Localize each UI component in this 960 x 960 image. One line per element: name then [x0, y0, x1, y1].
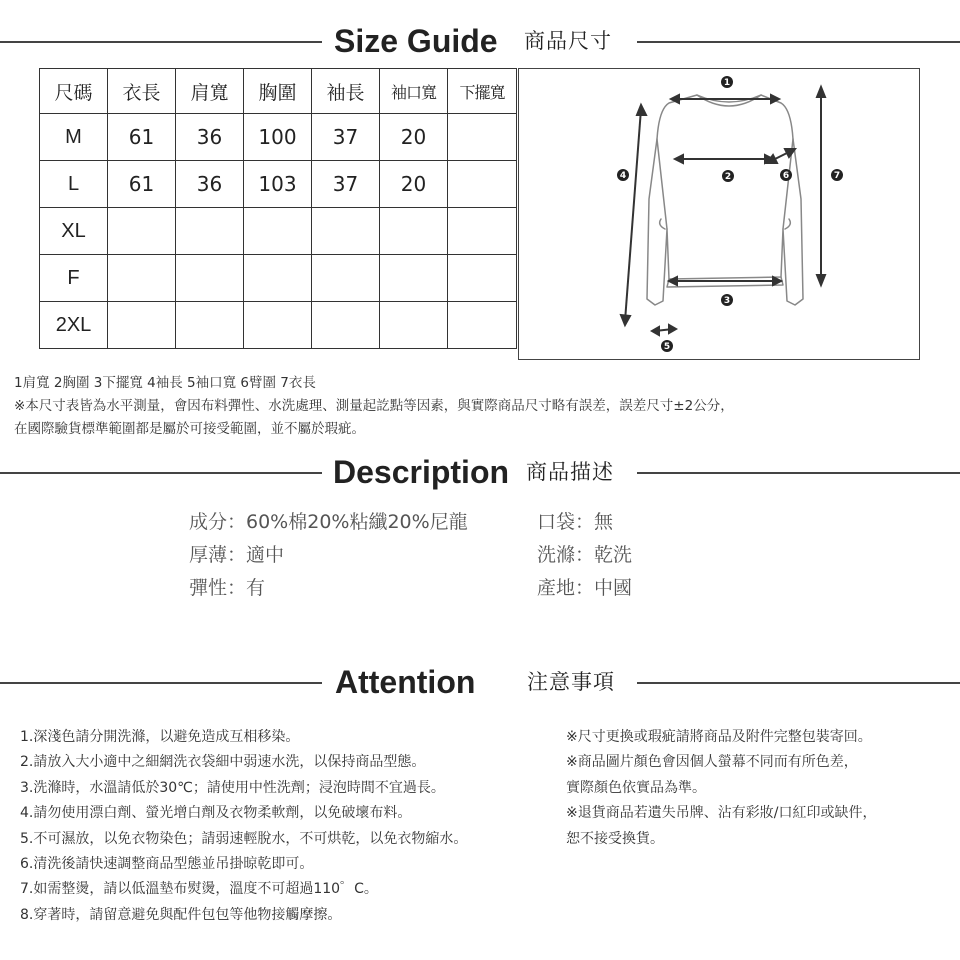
list-item: ※退貨商品若遺失吊牌、沾有彩妝/口紅印或缺件， [566, 805, 877, 822]
marker-7 [831, 169, 843, 181]
size-label: 2XL [40, 302, 108, 349]
sweater-illustration [519, 69, 919, 359]
table-cell [176, 255, 244, 302]
list-item: 2.請放入大小適中之細網洗衣袋細中弱速水洗，以保持商品型態。 [20, 754, 426, 771]
list-item: 1.深淺色請分開洗滌，以避免造成互相移染。 [20, 729, 300, 745]
marker-2 [722, 170, 734, 182]
size-guide-title-en: Size Guide [334, 23, 498, 59]
table-cell [244, 208, 312, 255]
header-rule-right [637, 41, 960, 43]
measurement-legend: 1肩寬 2胸圍 3下擺寬 4袖長 5袖口寬 6臂圍 7衣長 [14, 375, 316, 391]
table-cell [244, 302, 312, 349]
elasticity-info: 彈性：有 [189, 577, 266, 599]
svg-text:7: 7 [833, 171, 841, 181]
list-item: 實際顏色依實品為準。 [566, 779, 706, 796]
column-header: 袖口寬 [380, 69, 448, 114]
table-cell [312, 208, 380, 255]
size-label: F [40, 255, 108, 302]
table-cell [448, 114, 517, 161]
size-label: L [40, 161, 108, 208]
table-cell [448, 161, 517, 208]
size-table-header-row [40, 69, 517, 114]
material-info: 成分：60%棉20%粘纖20%尼龍 [189, 511, 468, 533]
marker-5 [661, 340, 673, 352]
table-cell [380, 208, 448, 255]
column-header: 衣長 [108, 69, 176, 114]
attention-header [0, 662, 960, 702]
list-item: 5.不可濕放，以免衣物染色；請弱速輕脫水，不可烘乾，以免衣物縮水。 [20, 830, 468, 847]
description-header [0, 452, 960, 492]
table-cell [108, 255, 176, 302]
header-rule-right [637, 472, 960, 474]
svg-text:3: 3 [723, 296, 731, 306]
table-row [40, 255, 517, 302]
washing-info: 洗滌：乾洗 [537, 544, 633, 566]
table-cell [108, 302, 176, 349]
table-cell [448, 302, 517, 349]
pocket-info: 口袋：無 [537, 511, 614, 533]
description-title-zh: 商品描述 [526, 460, 614, 484]
table-cell [380, 302, 448, 349]
table-cell [108, 208, 176, 255]
column-header: 肩寬 [176, 69, 244, 114]
header-rule-right [637, 682, 960, 684]
table-cell: 37 [312, 114, 380, 161]
table-cell [380, 255, 448, 302]
size-disclaimer-cont: 在國際驗貨標準範圍都是屬於可接受範圍，並不屬於瑕疵。 [14, 421, 365, 437]
table-cell [176, 302, 244, 349]
table-cell [312, 255, 380, 302]
svg-text:1: 1 [723, 78, 731, 88]
table-row [40, 114, 517, 161]
table-cell: 36 [176, 114, 244, 161]
svg-text:2: 2 [724, 172, 732, 182]
header-rule-left [0, 472, 322, 474]
column-header: 尺碼 [40, 69, 108, 114]
list-item: ※尺寸更換或瑕疵請將商品及附件完整包裝寄回。 [566, 729, 872, 745]
list-item: 3.洗滌時，水溫請低於30℃；請使用中性洗劑；浸泡時間不宜過長。 [20, 779, 445, 796]
table-row [40, 208, 517, 255]
table-cell [176, 208, 244, 255]
size-label: M [40, 114, 108, 161]
thickness-info: 厚薄：適中 [189, 544, 285, 566]
list-item: 6.清洗後請快速調整商品型態並吊掛晾乾即可。 [20, 856, 314, 873]
column-header: 袖長 [312, 69, 380, 114]
svg-text:6: 6 [782, 171, 790, 181]
table-cell: 36 [176, 161, 244, 208]
table-row [40, 302, 517, 349]
table-cell: 61 [108, 114, 176, 161]
list-item: 8.穿著時，請留意避免與配件包包等他物接觸摩擦。 [20, 906, 342, 923]
attention-title-en: Attention [335, 664, 476, 700]
svg-text:4: 4 [619, 171, 627, 181]
table-cell: 20 [380, 161, 448, 208]
table-cell: 103 [244, 161, 312, 208]
sweater-neckline [697, 95, 761, 106]
table-cell [312, 302, 380, 349]
size-guide-title-zh: 商品尺寸 [524, 29, 612, 53]
table-cell: 20 [380, 114, 448, 161]
marker-6 [780, 169, 792, 181]
description-left [189, 506, 468, 605]
list-item: 7.如需整燙，請以低溫墊布熨燙，溫度不可超過110゜C。 [20, 881, 378, 898]
list-item: ※商品圖片顏色會因個人螢幕不同而有所色差， [566, 754, 858, 771]
table-cell: 61 [108, 161, 176, 208]
column-header: 胸圍 [244, 69, 312, 114]
marker-3 [721, 294, 733, 306]
header-rule-left [0, 41, 322, 43]
table-cell [244, 255, 312, 302]
table-cell [448, 208, 517, 255]
table-cell: 37 [312, 161, 380, 208]
size-guide-header [0, 21, 960, 61]
size-label: XL [40, 208, 108, 255]
size-notes [14, 372, 734, 441]
svg-text:5: 5 [663, 342, 671, 352]
size-disclaimer: ※本尺寸表皆為水平測量，會因布料彈性、水洗處理、測量起訖點等因素，與實際商品尺寸略有誤差，誤差尺寸±2公分， [14, 398, 734, 414]
description-right [537, 506, 632, 605]
attention-title-zh: 注意事項 [527, 670, 615, 694]
table-cell: 100 [244, 114, 312, 161]
return-policy [566, 725, 876, 852]
list-item: 恕不接受換貨。 [566, 830, 664, 847]
table-row [40, 161, 517, 208]
measurement-diagram [518, 68, 920, 360]
header-rule-left [0, 682, 322, 684]
column-header: 下擺寬 [448, 69, 517, 114]
marker-4 [617, 169, 629, 181]
sweater-outline [647, 95, 803, 305]
description-title-en: Description [333, 454, 510, 490]
marker-1 [721, 76, 733, 88]
size-table [39, 68, 517, 349]
origin-info: 產地：中國 [537, 577, 633, 599]
care-instructions [20, 725, 467, 928]
table-cell [448, 255, 517, 302]
list-item: 4.請勿使用漂白劑、螢光增白劑及衣物柔軟劑，以免破壞布料。 [20, 805, 412, 822]
